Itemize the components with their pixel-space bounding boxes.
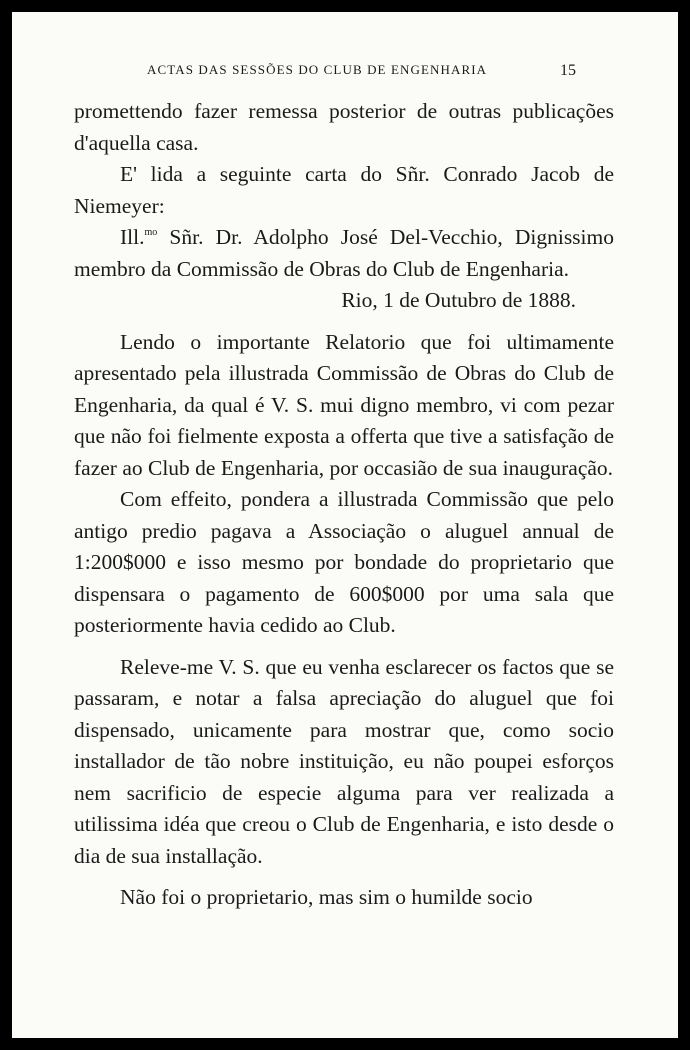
salutation-prefix: Ill. [120, 225, 145, 249]
salutation-superscript: mo [144, 227, 158, 238]
paragraph-body-3: Releve-me V. S. que eu venha esclarecer os factos que se passaram, e notar a falsa apreciação do aluguel que foi dispensado, unicamente para mostrar que, como socio installador de tão nobre instituição, eu não poupei esforços nem sacrificio de especie alguma para ver realizada a utilissima idéa que creou o Club de Engenharia, e isto desde o dia de sua installação. [74, 654, 614, 868]
book-page [12, 12, 678, 1038]
running-header [12, 62, 678, 88]
paragraph-salutation [74, 222, 614, 285]
paragraph-letter-intro: E' lida a seguinte carta do Sñr. Conrado Jacob de Niemeyer: [74, 162, 614, 218]
paragraph-continuation: promettendo fazer remessa posterior de outras publicações d'aquella casa. [74, 99, 614, 155]
page-body [74, 96, 614, 914]
letter-date: Rio, 1 de Outubro de 1888. [341, 288, 576, 312]
salutation-text: Sñr. Dr. Adolpho José Del-Vecchio, Dignissimo membro da Commissão de Obras do Club de Engenharia. [74, 225, 614, 281]
paragraph-body-2: Com effeito, pondera a illustrada Commissão que pelo antigo predio pagava a Associação o aluguel annual de 1:200$000 e isso mesmo por bondade do proprietario que dispensara o pagamento de 600$000 por uma sala que posteriormente havia cedido ao Club. [74, 487, 614, 637]
running-title: ACTAS DAS SESSÕES DO CLUB DE ENGENHARIA [147, 62, 488, 77]
page-number: 15 [560, 62, 576, 79]
paragraph-body-4: Não foi o proprietario, mas sim o humilde socio [120, 885, 533, 909]
paragraph-body-1: Lendo o importante Relatorio que foi ultimamente apresentado pela illustrada Commissão de Obras do Club de Engenharia, da qual é V. S. mui digno membro, vi com pezar que não foi fielmente exposta a offerta que tive a satisfação de fazer ao Club de Engenharia, por occasião de sua inauguração. [74, 329, 614, 480]
